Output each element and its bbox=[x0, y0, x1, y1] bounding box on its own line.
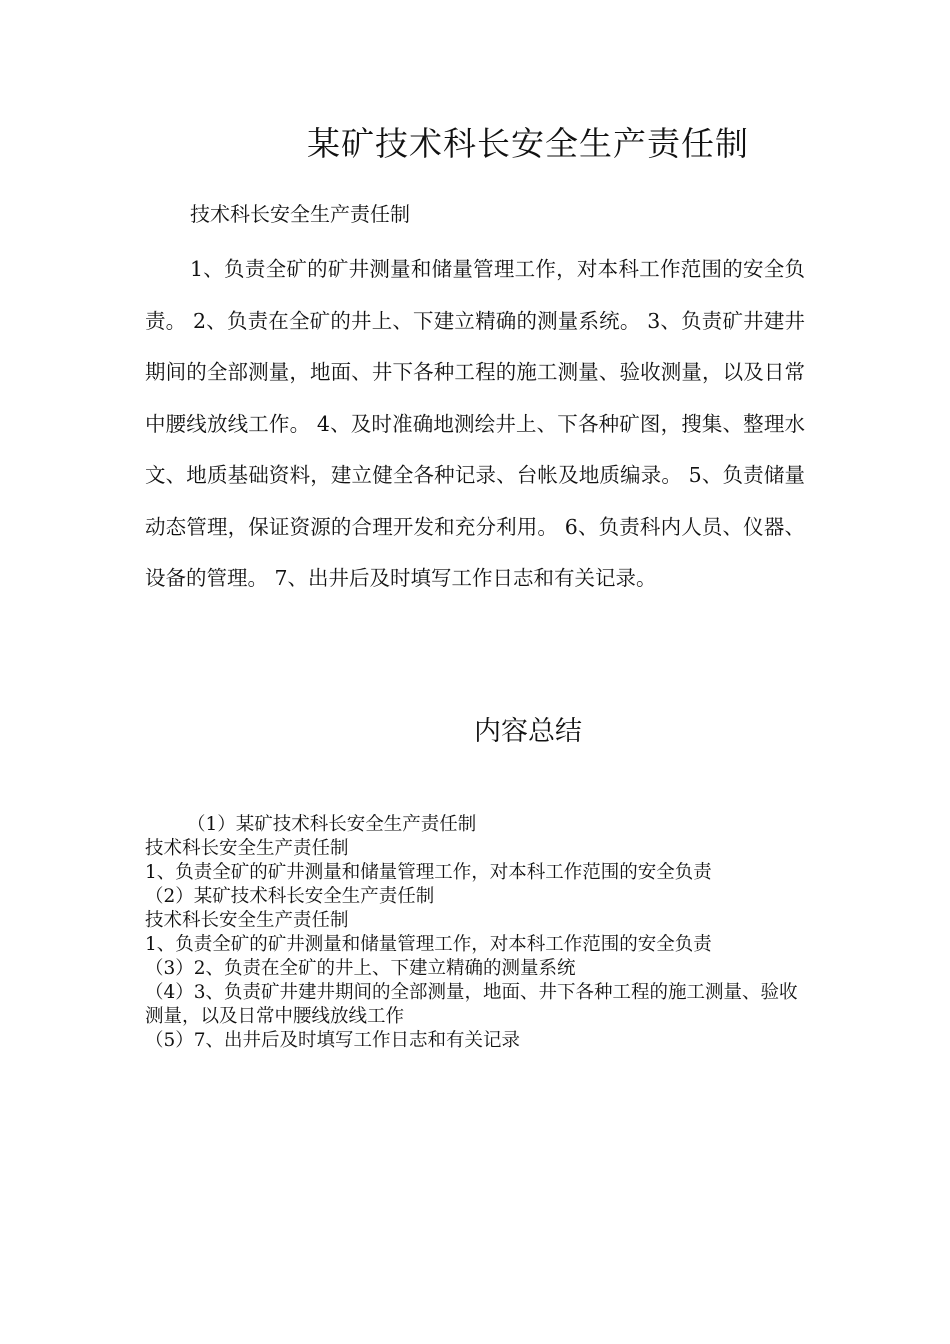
summary-line: 1、负责全矿的矿井测量和储量管理工作，对本科工作范围的安全负责 bbox=[145, 934, 712, 955]
summary-line: 技术科长安全生产责任制 bbox=[145, 910, 349, 931]
summary-line: （4）3、负责矿井建井期间的全部测量，地面、井下各种工程的施工测量、验收测量，以及日常中腰线放线工作 bbox=[145, 982, 798, 1027]
document-body-paragraph: 1、负责全矿的矿井测量和储量管理工作，对本科工作范围的安全负责。 2、负责在全矿的井上、下建立精确的测量系统。 3、负责矿井建井期间的全部测量，地面、井下各种工程的施工测量、验收测量，以及日常中腰线放线工作。 4、及时准确地测绘井上、下各种矿图，搜集、整理水文、地质基础资料，建立健全各种记录、台帐及地质编录。 5、负责储量动态管理，保证资源的合理开发和充分利用。 6、负责科内人员、仪器、设备的管理。 7、出井后及时填写工作日志和有关记录。 bbox=[145, 257, 805, 590]
document-title: 某矿技术科长安全生产责任制 bbox=[307, 124, 749, 163]
document-subheading: 技术科长安全生产责任制 bbox=[190, 202, 410, 226]
summary-list bbox=[145, 813, 805, 1053]
summary-line: （5）7、出井后及时填写工作日志和有关记录 bbox=[145, 1030, 521, 1051]
summary-line: 技术科长安全生产责任制 bbox=[145, 838, 349, 859]
summary-line: 1、负责全矿的矿井测量和储量管理工作，对本科工作范围的安全负责 bbox=[145, 862, 712, 883]
summary-line: （3）2、负责在全矿的井上、下建立精确的测量系统 bbox=[145, 958, 576, 979]
summary-line: （1）某矿技术科长安全生产责任制 bbox=[187, 814, 477, 835]
summary-line: （2）某矿技术科长安全生产责任制 bbox=[145, 886, 435, 907]
summary-title: 内容总结 bbox=[474, 716, 582, 747]
